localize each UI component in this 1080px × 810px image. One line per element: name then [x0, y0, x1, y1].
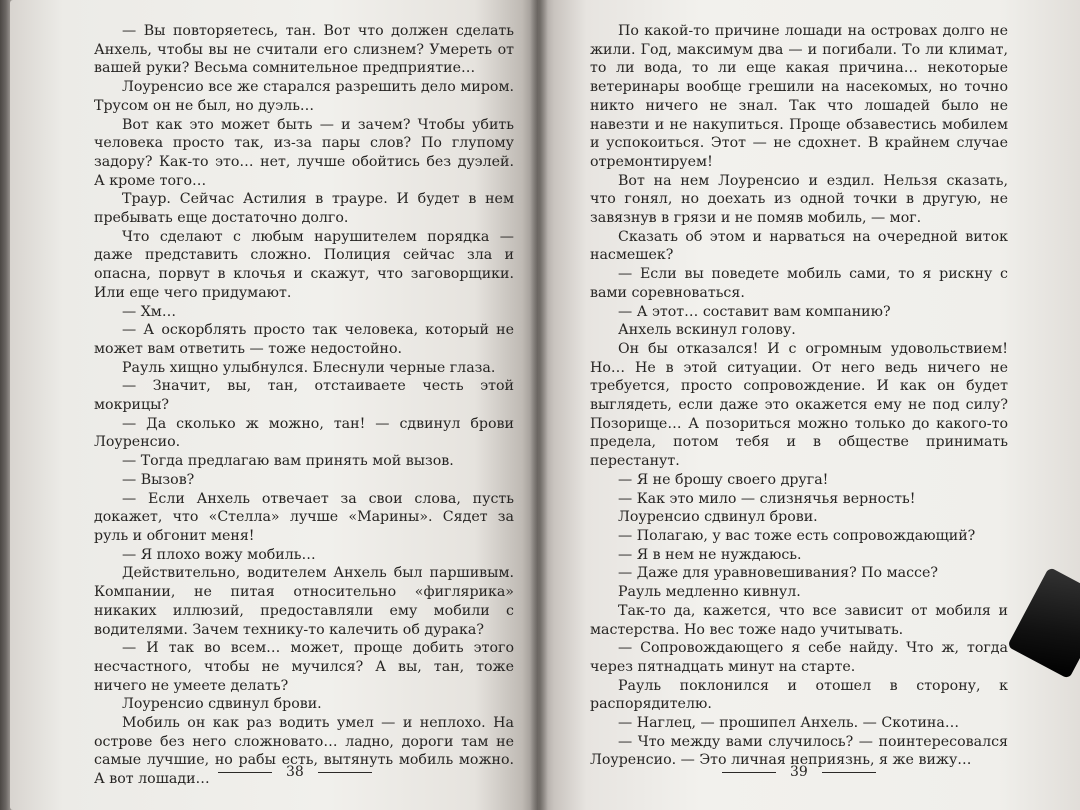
paragraph: Рауль поклонился и отошел в сторону, к распорядителю.: [590, 677, 1008, 713]
paragraph: — Вы повторяетесь, тан. Вот что должен сделать Анхель, чтобы вы не считали его слизнем? Умереть от вашей руки? Весьма сомнительное предприятие…: [94, 23, 514, 77]
paragraph: Мобиль он как раз водить умел — и неплохо. На острове без него сложновато… ладно, дороги там не самые лучшие, но рабы есть, вытянуть мобиль можно. А вот лошади…: [94, 715, 514, 788]
paragraph: — Как это мило — слизнячья верность!: [618, 490, 916, 507]
paragraph: Лоуренсио все же старался разрешить дело миром. Трусом он не был, но дуэль…: [94, 79, 514, 114]
paragraph: Так-то да, кажется, что все зависит от мобиля и мастерства. Но вес тоже надо учитывать.: [590, 602, 1008, 638]
paragraph: Лоуренсио сдвинул брови.: [122, 696, 322, 713]
paragraph: Анхель вскинул голову.: [618, 322, 796, 339]
paragraph: — Хм…: [122, 303, 177, 320]
page-number: 38: [286, 764, 304, 780]
paragraph: — Сопровождающего я себе найду. Что ж, тогда через пятнадцать минут на старте.: [590, 640, 1008, 675]
left-page: [10, 0, 538, 810]
paragraph: — Я не брошу своего друга!: [618, 471, 829, 488]
paragraph: — Значит, вы, тан, отстаиваете честь этой мокрицы?: [94, 378, 514, 414]
paragraph: Вот на нем Лоуренсио и ездил. Нельзя сказать, что гонял, но доехать из одной точки в другую, не завязнув в грязи и не помяв мобиль, — мог.: [590, 172, 1008, 227]
page-number: 39: [790, 764, 808, 780]
paragraph: Траур. Сейчас Астилия в трауре. И будет в нем пребывать еще достаточно долго.: [94, 191, 514, 227]
paragraph: Вот как это может быть — и зачем? Чтобы убить человека просто так, из-за пары слов? По глупому задору? Как-то это… нет, лучше обойтись без дуэлей. А кроме того…: [94, 116, 514, 189]
paragraph: — Что между вами случилось? — поинтересовался Лоуренсио. — Это личная неприязнь, я же вижу…: [590, 733, 1008, 769]
paragraph: — А оскорблять просто так человека, который не может вам ответить — тоже недостойно.: [94, 322, 514, 357]
binder-clip: [1007, 567, 1080, 679]
paragraph: Рауль медленно кивнул.: [618, 584, 801, 601]
paragraph: — Я в нем не нуждаюсь.: [618, 546, 802, 563]
paragraph: — Даже для уравновешивания? По массе?: [618, 565, 938, 582]
folio-rule: [318, 772, 372, 773]
paragraph: Лоуренсио сдвинул брови.: [618, 509, 818, 526]
paragraph: — Наглец, — прошипел Анхель. — Скотина…: [618, 715, 960, 732]
book-gutter: [530, 0, 548, 810]
left-page-folio: [218, 764, 372, 780]
paragraph: — А этот… составит вам компанию?: [618, 303, 891, 320]
right-page-text: [590, 22, 1008, 770]
right-page-folio: [722, 764, 876, 780]
paragraph: По какой-то причине лошади на островах долго не жили. Год, максимум два — и погибали. То ли климат, то ли вода, то ли еще какая причина… некоторые ветеринары вообще грешили на насекомых, но точно никто ничего не знал. Так что лошадей было не навезти и не накупиться. Проще обзавестись мобилем и успокоиться. Этот — не сдохнет. В крайнем случае отремонтируем!: [590, 23, 1008, 170]
left-page-text: [94, 22, 514, 789]
folio-rule: [722, 772, 776, 773]
paragraph: Действительно, водителем Анхель был паршивым. Компании, не питая относительно «фиглярика» никаких иллюзий, предоставляли ему мобили с водителями. Зачем технику-то калечить об дурака?: [94, 565, 514, 638]
paragraph: — Вызов?: [122, 471, 195, 488]
paragraph: — Я плохо вожу мобиль…: [122, 546, 316, 563]
paragraph: — Если вы поведете мобиль сами, то я рискну с вами соревноваться.: [590, 266, 1008, 301]
right-page: [538, 0, 1080, 810]
paragraph: Сказать об этом и нарваться на очередной виток насмешек?: [590, 228, 1008, 264]
folio-rule: [822, 772, 876, 773]
paragraph: Он бы отказался! И с огромным удовольствием! Но… Не в этой ситуации. От него ведь ничего не требуется, просто сопровождение. И как он будет выглядеть, если даже это окажется ему не под силу? Позорище… А позориться можно только до какого-то предела, потом тебя и в обществе принимать перестанут.: [590, 340, 1008, 470]
paragraph: — И так во всем… может, проще добить этого несчастного, чтобы не мучился? А вы, тан, тоже ничего не умеете делать?: [94, 640, 514, 694]
paragraph: — Тогда предлагаю вам принять мой вызов.: [122, 453, 454, 470]
paragraph: — Если Анхель отвечает за свои слова, пусть докажет, что «Стелла» лучше «Марины». Сядет за руль и обгонит меня!: [94, 490, 514, 544]
paragraph: Рауль хищно улыбнулся. Блеснули черные глаза.: [122, 359, 496, 376]
paragraph: — Полагаю, у вас тоже есть сопровождающий?: [618, 527, 976, 544]
paragraph: — Да сколько ж можно, тан! — сдвинул брови Лоуренсио.: [94, 415, 514, 451]
folio-rule: [218, 772, 272, 773]
paragraph: Что сделают с любым нарушителем порядка — даже представить сложно. Полиция сейчас зла и опасна, порвут в клочья и скажут, что заговорщики. Или еще чего придумают.: [94, 228, 514, 301]
